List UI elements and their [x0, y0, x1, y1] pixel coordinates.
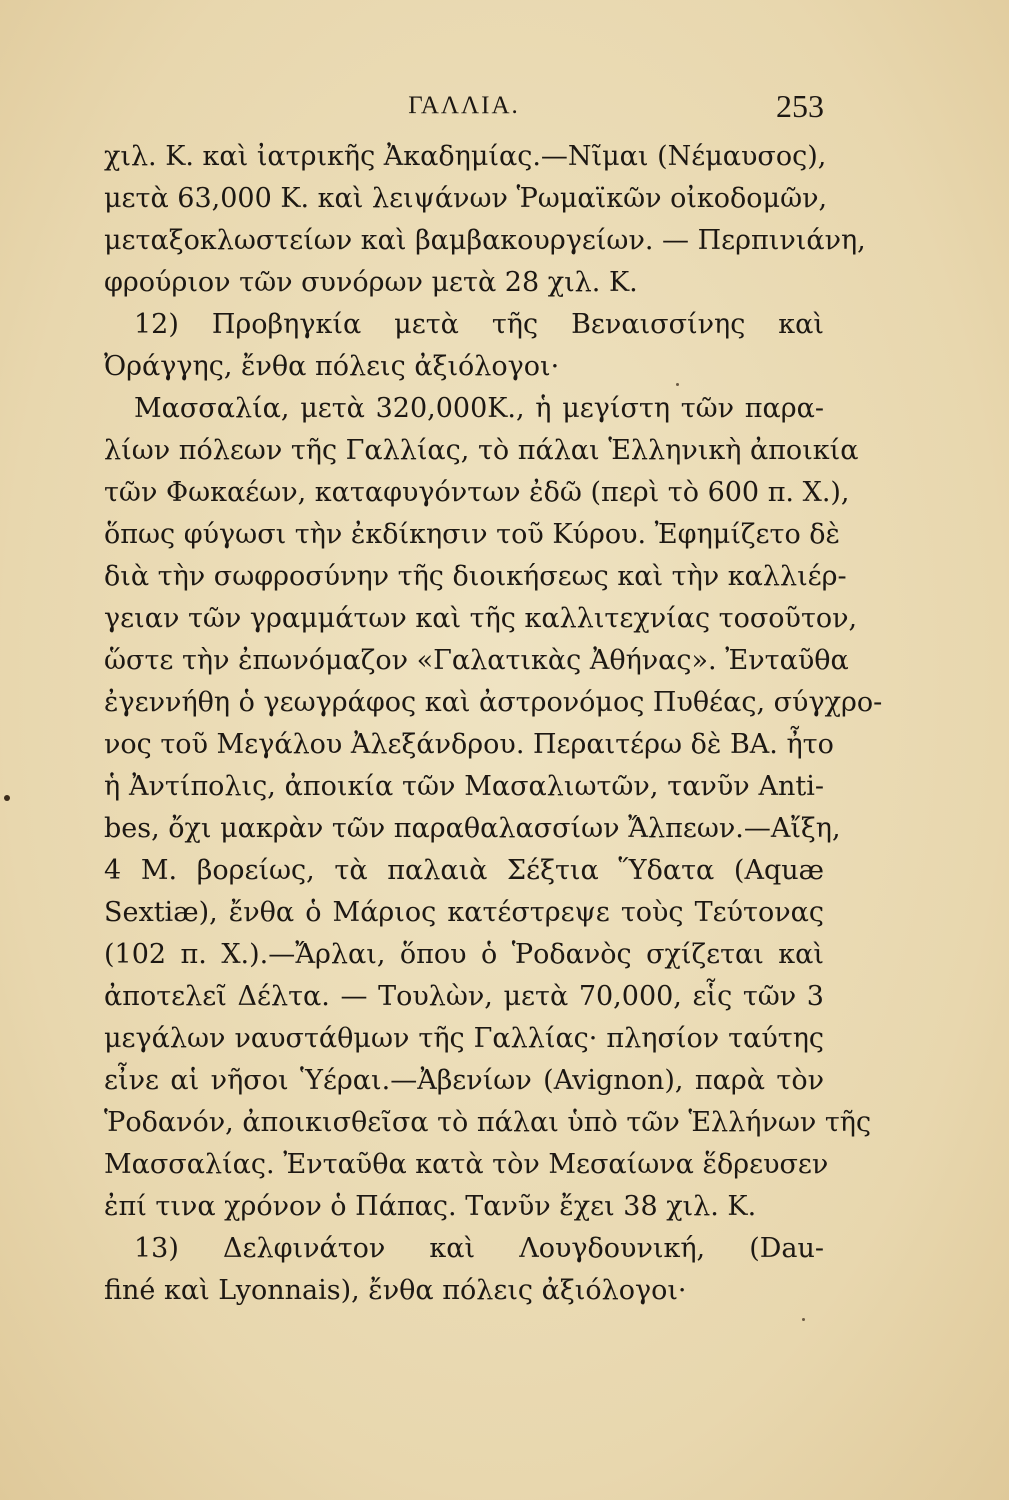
text-line: μεγάλων ναυστάθμων τῆς Γαλλίας· πλησίον ταύτης	[104, 1023, 824, 1054]
margin-mark	[4, 795, 10, 801]
text-line: ὥστε τὴν ἐπωνόμαζον «Γαλατικὰς Ἀθήνας». Ἐνταῦθα	[104, 645, 849, 676]
text-line: χιλ. Κ. καὶ ἰατρικῆς Ἀκαδημίας.—Νῖμαι (Νέμαυσος),	[104, 141, 827, 172]
text-line: μεταξοκλωστείων καὶ βαμβακουργείων. — Περπινιάνη,	[104, 225, 866, 256]
text-line: 4 Μ. βορείως, τὰ παλαιὰ Σέξτια Ὕδατα (Aquæ	[104, 855, 824, 886]
section-heading-line: finé καὶ Lyonnais), ἔνθα πόλεις ἀξιόλογοι·	[104, 1275, 687, 1306]
running-head: ΓΑΛΛΙΑ.	[408, 92, 520, 119]
page-number: 253	[776, 88, 824, 124]
section-heading-line: 12) Προβηγκία μετὰ τῆς Βεναισσίνης καὶ	[134, 309, 824, 340]
text-line: ἡ Ἀντίπολις, ἀποικία τῶν Μασαλιωτῶν, τανῦν Anti-	[104, 771, 824, 802]
text-line: Μασσαλίας. Ἐνταῦθα κατὰ τὸν Μεσαίωνα ἕδρευσεν	[104, 1149, 829, 1180]
text-line: ἐγεννήθη ὁ γεωγράφος καὶ ἀστρονόμος Πυθέας, σύγχρο-	[104, 687, 883, 718]
text-line: νος τοῦ Μεγάλου Ἀλεξάνδρου. Περαιτέρω δὲ ΒΑ. ἦτο	[104, 729, 834, 760]
text-line: γειαν τῶν γραμμάτων καὶ τῆς καλλιτεχνίας τοσοῦτον,	[104, 603, 858, 634]
text-line: ὅπως φύγωσι τὴν ἐκδίκησιν τοῦ Κύρου. Ἐφημίζετο δὲ	[104, 519, 841, 550]
body-text	[104, 136, 883, 1312]
section-heading-line: Ὀράγγης, ἔνθα πόλεις ἀξιόλογοι·	[104, 351, 560, 382]
text-line: ἀποτελεῖ Δέλτα. — Τουλὼν, μετὰ 70,000, εἷς τῶν 3	[104, 981, 824, 1012]
text-line: Ῥοδανόν, ἀποικισθεῖσα τὸ πάλαι ὑπὸ τῶν Ἑλλήνων τῆς	[104, 1107, 872, 1138]
text-line: (102 π. Χ.).—Ἄρλαι, ὅπου ὁ Ῥοδανὸς σχίζεται καὶ	[104, 939, 824, 970]
page-header	[104, 88, 824, 128]
text-line: ἐπί τινα χρόνον ὁ Πάπας. Τανῦν ἔχει 38 χιλ. Κ.	[104, 1191, 757, 1222]
paper-speck	[802, 1318, 805, 1321]
text-line: Μασσαλία, μετὰ 320,000Κ., ἡ μεγίστη τῶν παρα-	[134, 393, 824, 424]
section-heading-line: 13) Δελφινάτον καὶ Λουγδουνική, (Dau-	[134, 1233, 824, 1264]
text-line: Sextiæ), ἔνθα ὁ Μάριος κατέστρεψε τοὺς Τεύτονας	[104, 897, 824, 928]
text-line: διὰ τὴν σωφροσύνην τῆς διοικήσεως καὶ τὴν καλλιέρ-	[104, 561, 847, 592]
text-line: μετὰ 63,000 Κ. καὶ λειψάνων Ῥωμαϊκῶν οἰκοδομῶν,	[104, 183, 828, 214]
text-line: εἶνε αἱ νῆσοι Ὑέραι.—Ἀβενίων (Avignon), παρὰ τὸν	[104, 1065, 824, 1096]
text-line: bes, ὄχι μακρὰν τῶν παραθαλασσίων Ἄλπεων.—Αἴξη,	[104, 813, 841, 844]
text-line: λίων πόλεων τῆς Γαλλίας, τὸ πάλαι Ἑλληνικὴ ἀποικία	[104, 435, 859, 466]
text-line: φρούριον τῶν συνόρων μετὰ 28 χιλ. Κ.	[104, 267, 638, 298]
text-line: τῶν Φωκαέων, καταφυγόντων ἐδῶ (περὶ τὸ 600 π. Χ.),	[104, 477, 850, 508]
paper-speck	[676, 383, 679, 386]
